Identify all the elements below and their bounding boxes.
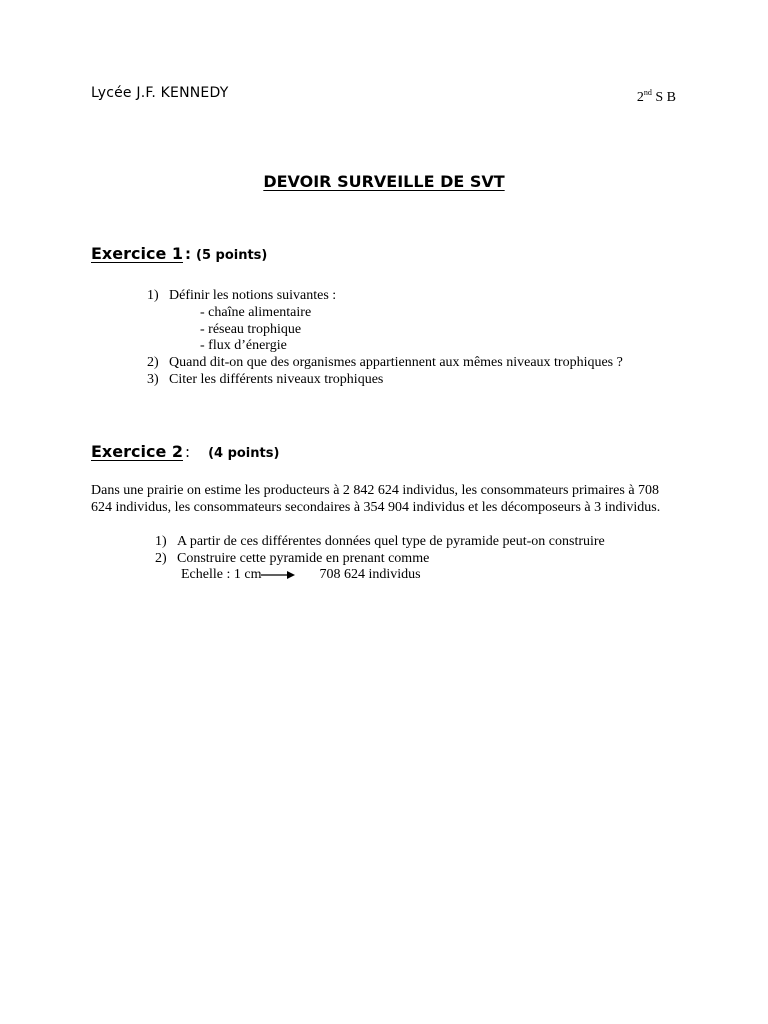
class-section: S B bbox=[651, 90, 676, 105]
exercise-2-heading bbox=[91, 442, 279, 461]
question-text: Citer les différents niveaux trophiques bbox=[169, 371, 384, 387]
question-number: 1) bbox=[147, 288, 159, 303]
scale-label: Echelle : 1 cm bbox=[181, 567, 262, 582]
question-number: 2) bbox=[155, 550, 167, 566]
question-text: A partir de ces différentes données quel type de pyramide peut-on construire bbox=[177, 534, 605, 549]
question-item bbox=[147, 372, 707, 389]
exercise-1-colon: : bbox=[185, 245, 191, 263]
question-text: Quand dit-on que des organismes appartiennent aux mêmes niveaux trophiques ? bbox=[169, 355, 623, 371]
right-arrow-icon bbox=[261, 570, 295, 580]
question-item bbox=[155, 534, 605, 551]
notion-item: - réseau trophique bbox=[200, 321, 302, 337]
class-number: 2 bbox=[636, 90, 644, 105]
exercise-1-heading bbox=[91, 244, 267, 263]
notion-item: - chaîne alimentaire bbox=[200, 304, 312, 320]
question-number: 3) bbox=[147, 371, 159, 387]
question-item bbox=[155, 551, 605, 568]
class-superscript: nd bbox=[643, 88, 652, 97]
notion-item: - flux d’énergie bbox=[200, 338, 287, 354]
question-item bbox=[147, 355, 707, 372]
question-text: Construire cette pyramide en prenant comme bbox=[177, 550, 430, 566]
page-title: DEVOIR SURVEILLE DE SVT bbox=[263, 172, 505, 191]
question-number: 2) bbox=[147, 355, 159, 371]
exercise-1-points: (5 points) bbox=[196, 248, 268, 263]
scale-value: 708 624 individus bbox=[319, 567, 421, 582]
school-name: Lycée J.F. KENNEDY bbox=[91, 85, 229, 101]
exercise-2-statement: Dans une prairie on estime les producteurs à 2 842 624 individus, les consommateurs primaires à 708 624 individus, les consommateurs secondaires à 354 904 individus et les décomposeurs à 3 individus. bbox=[91, 483, 661, 515]
question-text: Définir les notions suivantes : bbox=[169, 288, 337, 303]
exercise-1-questions bbox=[147, 288, 707, 389]
question-number: 1) bbox=[155, 534, 167, 549]
exercise-2-points: (4 points) bbox=[208, 446, 280, 461]
exercise-2-colon: : bbox=[185, 443, 191, 461]
exercise-2-title: Exercice 2 bbox=[91, 442, 183, 461]
exercise-1-title: Exercice 1 bbox=[91, 244, 183, 263]
scale-line bbox=[181, 567, 421, 584]
class-label bbox=[637, 85, 676, 107]
exercise-2-questions bbox=[155, 534, 605, 568]
question-item bbox=[147, 288, 707, 305]
